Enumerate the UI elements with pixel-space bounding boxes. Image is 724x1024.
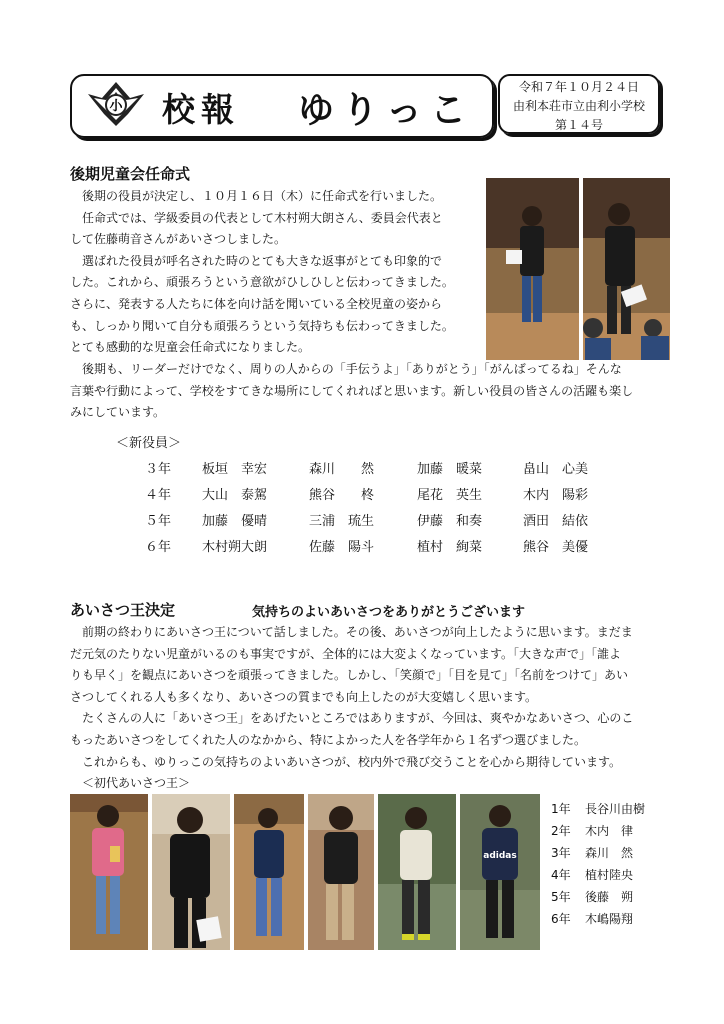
- text-line: とても感動的な児童会任命式になりました。: [70, 340, 311, 355]
- photo-caption: ＜初代あいさつ王＞: [82, 776, 191, 790]
- text-line: さらに、発表する人たちに体を向け話を聞いている全校児童の姿から: [70, 296, 443, 311]
- officer-roster: [145, 458, 665, 558]
- issue-date: 令和７年１０月２４日: [518, 80, 639, 94]
- roster-grade: ５年: [145, 514, 172, 529]
- svg-text:小: 小: [109, 99, 123, 114]
- winner-grade: 1年: [551, 802, 571, 816]
- photo-winner-2: [152, 794, 230, 950]
- text-line: 言葉や行動によって、学校をすてきな場所にしてくれればと思います。新しい役員の皆さんの活躍も楽し: [70, 383, 634, 398]
- winner-name: 植村陸央: [585, 868, 634, 882]
- photo-winner-5: [378, 794, 456, 950]
- winner-grade: 2年: [551, 824, 571, 838]
- text-line: した。これから、頑張ろうという意欲がひしひしと伝わってきました。: [70, 275, 454, 290]
- roster-name: 伊藤 和奏: [417, 514, 483, 529]
- section-heading-appointment: 後期児童会任命式: [70, 165, 191, 183]
- issue-number: 第１４号: [554, 118, 603, 132]
- section-heading-greeting-king: あいさつ王決定: [70, 601, 176, 619]
- roster-grade: ４年: [145, 488, 172, 503]
- text-line: 後期も、リーダーだけでなく、周りの人からの「手伝うよ」「ありがとう」「がんばってるね」そんな: [82, 362, 622, 376]
- roster-name: 植村 絢菜: [417, 540, 483, 555]
- text-line: 任命式では、学級委員の代表として木村朔大朗さん、委員会代表と: [82, 210, 443, 225]
- roster-name: 熊谷 柊: [309, 488, 375, 503]
- roster-name: 大山 泰駕: [202, 488, 268, 503]
- winner-list: [551, 800, 691, 940]
- text-line: だ元気のたりない児童がいるのも事実ですが、全体的には大変よくなっています。「大きな声で」「誰よ: [70, 646, 622, 661]
- roster-grade: ３年: [145, 462, 172, 477]
- text-line: さつしてくれる人も多くなり、あいさつの質までも向上したのが大変嬉しく思います。: [70, 689, 538, 704]
- school-emblem-icon: [86, 80, 146, 128]
- appointment-wide-text: [70, 359, 682, 424]
- school-name: 由利本荘市立由利小学校: [512, 99, 645, 113]
- roster-name: 木内 陽彩: [523, 488, 589, 503]
- text-line: 後期の役員が決定し、１０月１６日（木）に任命式を行いました。: [82, 189, 443, 203]
- newsletter-kind: 校報: [162, 90, 240, 129]
- winner-grade: 5年: [551, 890, 571, 904]
- photo-winner-6: [460, 794, 540, 950]
- text-line: たくさんの人に「あいさつ王」をあげたいところではありますが、今回は、爽やかなあいさつ、心のこ: [82, 711, 634, 726]
- newsletter-title: ゆりっこ: [298, 90, 475, 131]
- roster-name: 佐藤 陽斗: [309, 540, 375, 555]
- section-subheading: 気持ちのよいあいさつをありがとうございます: [252, 605, 526, 620]
- roster-name: 加藤 暖菜: [417, 462, 483, 477]
- roster-name: 畠山 心美: [523, 462, 589, 477]
- photo-winner-3: [234, 794, 304, 950]
- svg-text:adidas: adidas: [483, 851, 517, 861]
- text-line: もったあいさつをしてくれた人のなかから、特によかった人を各学年から１名ずつ選びました。: [70, 732, 587, 747]
- roster-name: 板垣 幸宏: [202, 462, 268, 477]
- roster-name: 熊谷 美優: [523, 540, 589, 555]
- text-line: りも早く」を観点にあいさつを頑張ってきました。しかし、「笑顔で」「目を見て」「名前をつけて」あい: [70, 668, 629, 683]
- roster-name: 酒田 結依: [523, 514, 589, 529]
- photo-student-speech-2: [583, 178, 670, 360]
- appointment-text: [70, 186, 482, 359]
- roster-name: 三浦 琉生: [309, 514, 375, 529]
- roster-name: 木村朔大朗: [202, 540, 268, 555]
- photo-student-speech-1: [486, 178, 579, 360]
- roster-name: 森川 然: [309, 462, 375, 477]
- winner-name: 長谷川由樹: [585, 802, 646, 816]
- text-line: これからも、ゆりっこの気持ちのよいあいさつが、校内外で飛び交うことを心から期待しています。: [82, 754, 622, 769]
- photo-winner-4: [308, 794, 374, 950]
- winner-grade: 4年: [551, 868, 571, 882]
- text-line: して佐藤萌音さんがあいさつしました。: [70, 232, 287, 247]
- greeting-text: [70, 622, 690, 773]
- winner-name: 森川 然: [585, 846, 634, 860]
- winner-name: 後藤 朔: [585, 890, 634, 904]
- winner-name: 木内 律: [585, 824, 634, 838]
- winner-grade: 6年: [551, 912, 571, 926]
- winner-name: 木嶋陽翔: [585, 912, 634, 926]
- photo-winner-1: [70, 794, 148, 950]
- text-line: も、しっかり聞いて自分も頑張ろうという気持ちも伝わってきました。: [70, 318, 454, 333]
- text-line: みにしています。: [70, 405, 166, 420]
- winner-grade: 3年: [551, 846, 571, 860]
- roster-name: 尾花 英生: [417, 488, 483, 503]
- issue-info: [498, 74, 660, 134]
- roster-title: ＜新役員＞: [116, 436, 182, 451]
- text-line: 前期の終わりにあいさつ王について話しました。その後、あいさつが向上したように思います。まだま: [82, 625, 633, 639]
- text-line: 選ばれた役員が呼名された時のとても大きな返事がとても印象的で: [82, 253, 443, 268]
- roster-name: 加藤 優晴: [202, 514, 268, 529]
- roster-grade: ６年: [145, 540, 172, 555]
